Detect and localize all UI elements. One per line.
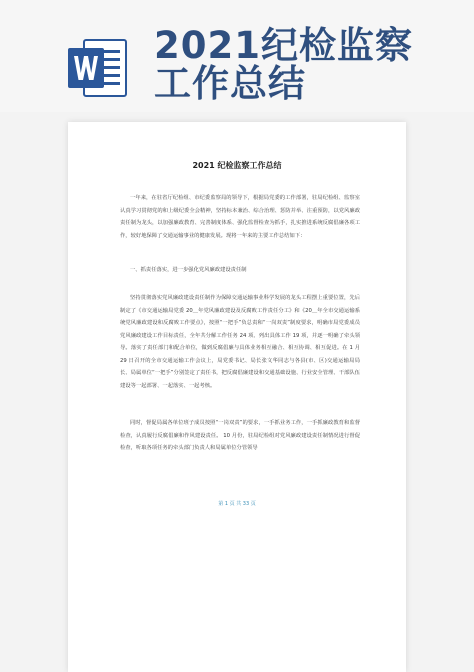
word-document-icon — [66, 36, 128, 100]
section-heading: 一、抓责任落实，进一步强化党风廉政建设责任制 — [130, 267, 247, 273]
paragraph-intro: 一年来，在驻省厅纪检组、市纪委监察局的领导下，根据局党委的工作部署，驻局纪检组、监察室认真学习贯彻党的和上级纪委全会精神，坚持标本兼治、综合治理、惩防并举、注重预防，以党风廉政责任制为龙头，以加强廉政教育、完善制度体系、强化监督检查为抓手，扎实推进系统反腐倡廉各项工作，较好地保障了交通运输事业的健康发展。现将一年来的主要工作总结如下： — [120, 195, 360, 239]
banner-title-line2: 工作总结 — [154, 62, 306, 105]
page-number: 第 1 页 共 33 页 — [218, 501, 256, 507]
paragraph-body: 坚持贯彻落实党风廉政建设责任制作为保障交通运输事业科学发展的龙头工程摆上重要位置，先后制定了《市交通运输局党委 20＿年党风廉政建设及反腐败工作责任分工》和《20＿年全市交通运输系统党风廉政建设和反腐败工作要点》，按照“一把手”负总责和“一岗双责”制度要求，明确市局党委成员党风廉政建设工作目标责任，全年共分解工作任务 24 项、列出具体工作 19 项，并逐一明确了牵头领导。落实了责任部门和配合单位，做到反腐倡廉与具体业务相互融合、相互协调、相互促进。在 1 月 29 日召开的全市交通运输工作会议上，局党委书记、局长张文华同志与各县(市、区)交通运输局局长、局属单位“一把手”分别签定了责任书，把反腐倡廉建设和交通基础设施、行业安全管理、干部队伍建设等一起部署、一起落实、一起考核。 — [120, 295, 360, 389]
document-title: 2021 纪检监察工作总结 — [192, 161, 282, 170]
header-banner — [0, 0, 474, 112]
paragraph-body-continued: 同时，督促局属各单位班子成员按照“一岗双责”的要求，一手抓业务工作，一手抓廉政教育和监督检查，认真履行反腐倡廉和作风建设责任。 10 月份，驻局纪检组对党风廉政建设责任制情况进行督促检查，听取各项任务的牵头部门负责人和局属单位分管领导 — [120, 420, 360, 451]
document-page — [68, 122, 406, 672]
banner-title-line1: 2021纪检监察 — [154, 24, 413, 67]
